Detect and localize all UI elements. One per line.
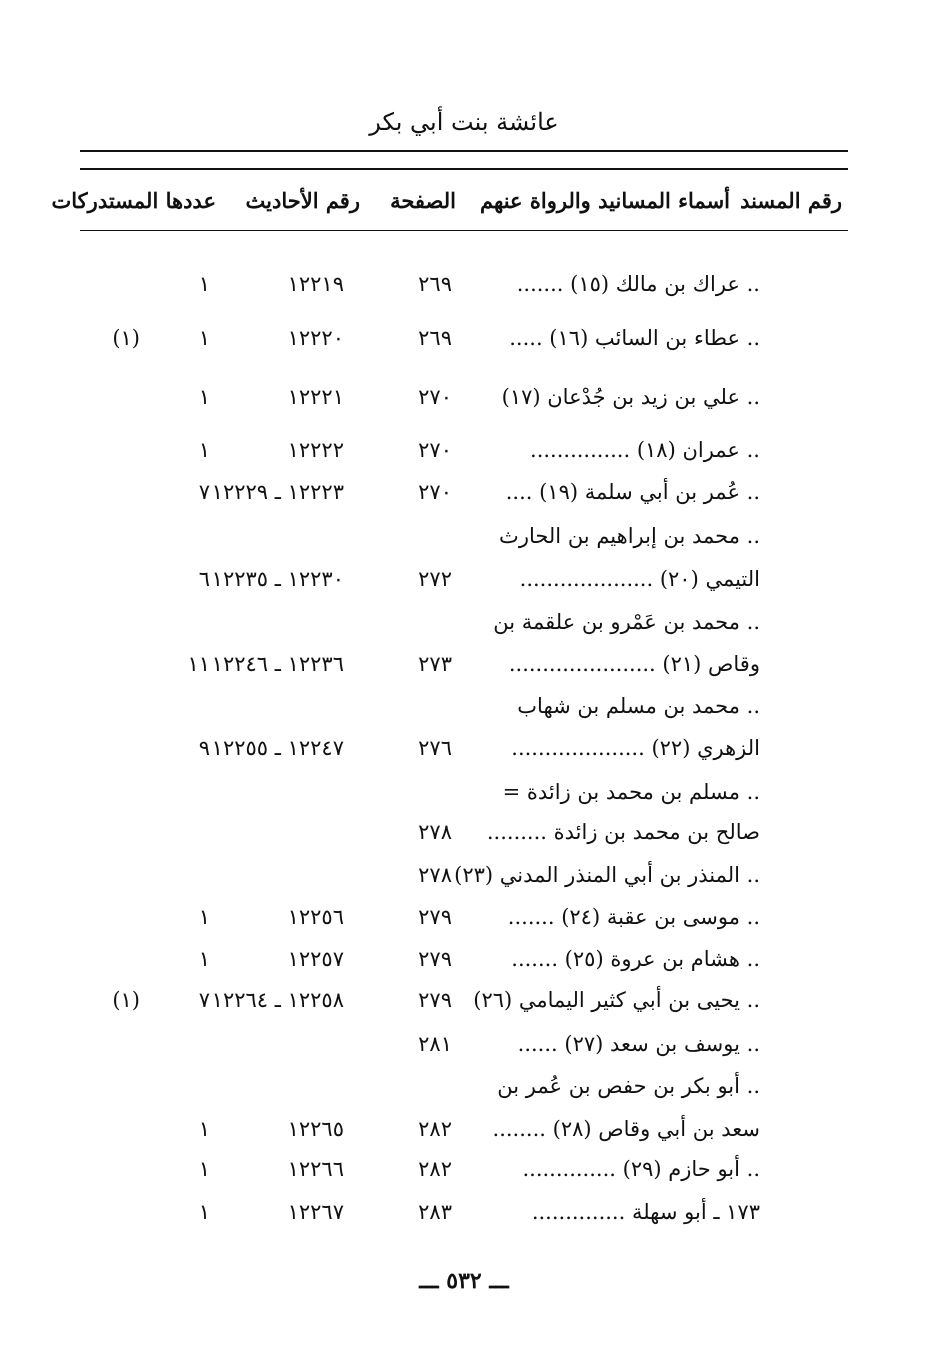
entry-page: ٢٨٢: [418, 1157, 452, 1181]
entry-count: ١: [198, 905, 210, 929]
entry-hadith-numbers: ١٢٢٣٦ ـ ١٢٢٤٦: [211, 652, 344, 676]
entry-page: ٢٦٩: [418, 326, 452, 350]
entry-hadith-numbers: ١٢٢٦٦: [287, 1157, 344, 1181]
entry-name: ١٧٣ ـ أبو سهلة ..............: [531, 1200, 760, 1224]
table-row: [0, 652, 928, 686]
entry-name: صالح بن محمد بن زائدة .........: [486, 820, 760, 844]
table-row: [0, 905, 928, 939]
entry-hadith-numbers: ١٢٢٢٣ ـ ١٢٢٢٩: [211, 480, 344, 504]
entry-count: ٧: [198, 988, 210, 1012]
table-row: [0, 988, 928, 1022]
entry-count: ١: [198, 385, 210, 409]
entry-page: ٢٨٢: [418, 1117, 452, 1141]
entry-hadith-numbers: ١٢٢٢٢: [287, 438, 344, 462]
entry-page: ٢٧٨: [418, 863, 452, 887]
entry-page: ٢٧٠: [418, 385, 452, 409]
entry-name: ‏‏.. عراك بن مالك (١٥) .......: [516, 272, 760, 296]
entry-hadith-numbers: ١٢٢٥٦: [287, 905, 344, 929]
table-row: [0, 524, 928, 558]
page-title: عائشة بنت أبي بكر: [369, 108, 559, 136]
table-row: [0, 780, 928, 814]
entry-name: ‏‏.. هشام بن عروة (٢٥) .......: [511, 947, 760, 971]
entry-page: ٢٧٦: [418, 736, 452, 760]
entry-page: ٢٨١: [418, 1032, 452, 1056]
entry-page: ٢٧٢: [418, 567, 452, 591]
entry-name: ‏‏.. محمد بن إبراهيم بن الحارث: [499, 524, 760, 548]
entry-hadith-numbers: ١٢٢٢١: [287, 385, 344, 409]
entry-name: ‏‏.. محمد بن عَمْرو بن علقمة بن: [493, 610, 760, 634]
entry-hadith-numbers: ١٢٢٦٥: [287, 1117, 344, 1141]
header-hadith-numbers: رقم الأحاديث: [245, 188, 360, 213]
entry-count: ١: [198, 1117, 210, 1141]
entry-hadith-numbers: ١٢٢٣٠ ـ ١٢٢٣٥: [211, 567, 344, 591]
header-musnad-number: رقم المسند: [740, 188, 842, 213]
entry-page: ٢٦٩: [418, 272, 452, 296]
table-row: [0, 1157, 928, 1191]
entry-page: ٢٧٠: [418, 438, 452, 462]
entry-hadith-numbers: ١٢٢٥٧: [287, 947, 344, 971]
entry-name: التيمي (٢٠) ....................: [519, 567, 760, 591]
header-mustadrakat: المستدركات: [51, 188, 159, 213]
entry-page: ٢٧٩: [418, 905, 452, 929]
table-row: [0, 1117, 928, 1151]
entry-count: ١: [198, 272, 210, 296]
table-row: [0, 567, 928, 601]
entry-name: ‏‏.. مسلم بن محمد بن زائدة =: [502, 780, 760, 804]
entry-page: ٢٧٩: [418, 988, 452, 1012]
table-row: [0, 736, 928, 770]
header-names: أسماء المسانيد والرواة عنهم: [480, 188, 730, 213]
entry-count: ١: [198, 947, 210, 971]
header-count: عددها: [165, 188, 216, 213]
table-row: [0, 863, 928, 897]
entry-hadith-numbers: ١٢٢٦٧: [287, 1200, 344, 1224]
entry-hadith-numbers: ١٢٢٥٨ ـ ١٢٢٦٤: [211, 988, 344, 1012]
entry-name: ‏‏.. أبو بكر بن حفص بن عُمر بن: [497, 1074, 760, 1098]
entry-hadith-numbers: ١٢٢١٩: [287, 272, 344, 296]
entry-name: سعد بن أبي وقاص (٢٨) ........: [492, 1117, 760, 1141]
table-row: [0, 385, 928, 419]
entry-hadith-numbers: ١٢٢٤٧ ـ ١٢٢٥٥: [211, 736, 344, 760]
table-row: [0, 694, 928, 728]
entry-page: ٢٧٨: [418, 820, 452, 844]
entry-name: ‏‏.. عُمر بن أبي سلمة (١٩) ....: [505, 480, 760, 504]
header-page: الصفحة: [390, 188, 456, 213]
entry-name: ‏‏.. موسى بن عقبة (٢٤) .......: [507, 905, 760, 929]
table-row: [0, 480, 928, 514]
entry-name: ‏‏.. يوسف بن سعد (٢٧) ......: [517, 1032, 760, 1056]
table-row: [0, 610, 928, 644]
table-row: [0, 1032, 928, 1066]
entry-page: ٢٧٠: [418, 480, 452, 504]
entry-name: ‏‏.. محمد بن مسلم بن شهاب: [517, 694, 760, 718]
entry-name: ‏‏.. المنذر بن أبي المنذر المدني (٢٣): [454, 863, 760, 887]
entry-name: الزهري (٢٢) ....................: [511, 736, 760, 760]
table-row: [0, 438, 928, 472]
entry-name: وقاص (٢١) ......................: [508, 652, 760, 676]
entry-count: ١: [198, 1157, 210, 1181]
entry-name: ‏‏.. عطاء بن السائب (١٦) .....: [509, 326, 760, 350]
table-row: [0, 272, 928, 306]
entry-count: ١: [198, 1200, 210, 1224]
entry-count: ١: [198, 438, 210, 462]
table-row: [0, 820, 928, 854]
entry-hadith-numbers: ١٢٢٢٠: [287, 326, 344, 350]
page-number: ـــ ٥٣٢ ـــ: [419, 1268, 509, 1294]
entry-name: ‏‏.. عمران (١٨) ...............: [530, 438, 760, 462]
entry-count: ٧: [198, 480, 210, 504]
entry-count: ١١: [187, 652, 210, 676]
table-row: [0, 947, 928, 981]
entry-name: ‏‏.. أبو حازم (٢٩) ..............: [522, 1157, 760, 1181]
entry-page: ٢٧٩: [418, 947, 452, 971]
entry-name: ‏‏.. علي بن زيد بن جُدْعان (١٧): [501, 385, 760, 409]
entry-page: ٢٨٣: [418, 1200, 452, 1224]
entry-name: ‏‏.. يحيى بن أبي كثير اليمامي (٢٦): [473, 988, 760, 1012]
table-row: [0, 1200, 928, 1234]
entry-count: ١: [198, 326, 210, 350]
table-row: [0, 326, 928, 360]
entry-count: ٦: [198, 567, 210, 591]
entry-mustadrakat: (١): [112, 326, 140, 350]
entry-count: ٩: [198, 736, 210, 760]
table-row: [0, 1074, 928, 1108]
entry-mustadrakat: (١): [112, 988, 140, 1012]
entry-page: ٢٧٣: [418, 652, 452, 676]
